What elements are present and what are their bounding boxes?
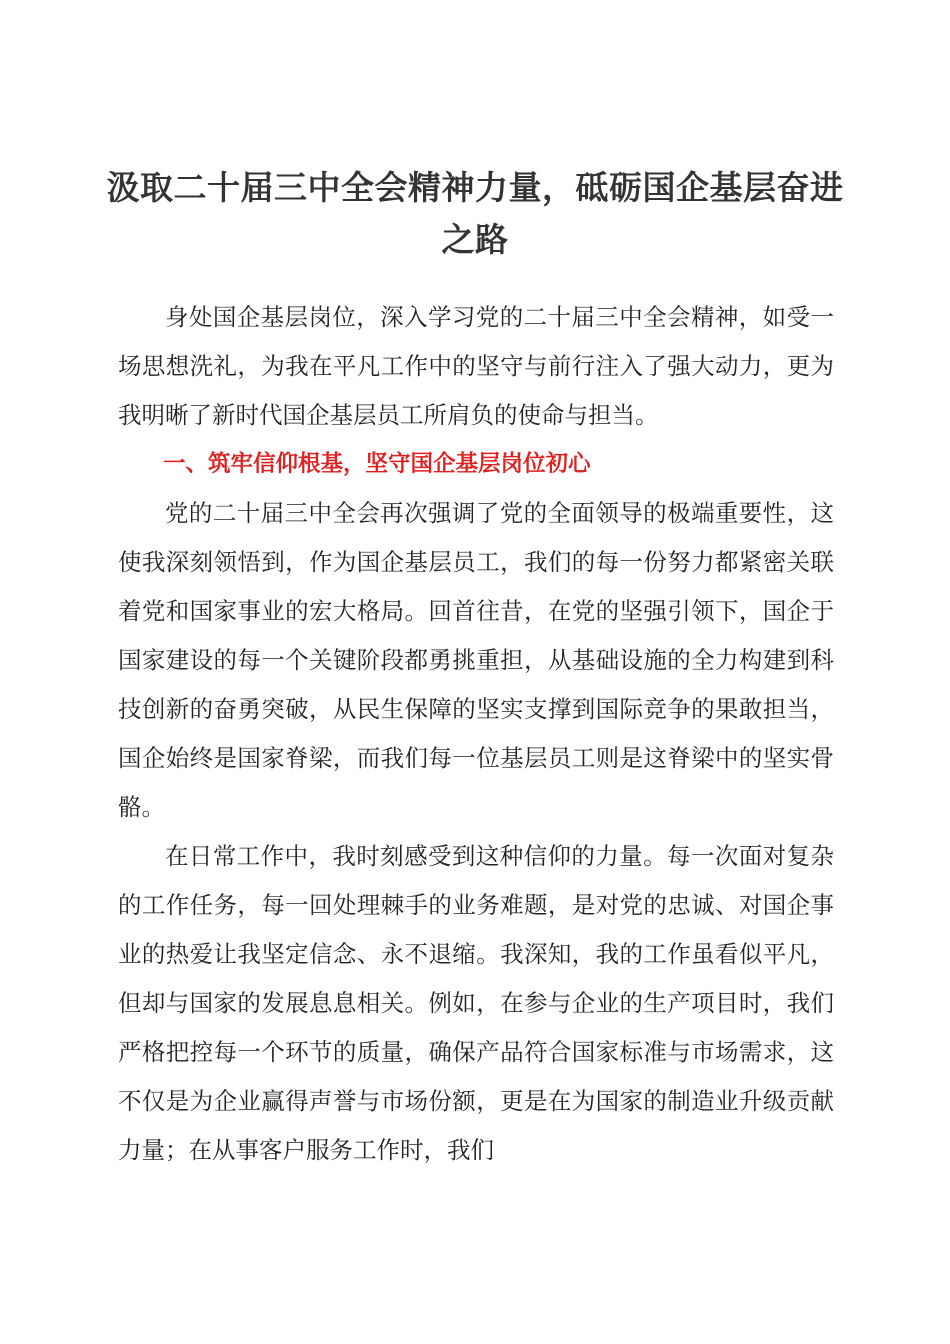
document-title: 汲取二十届三中全会精神力量，砥砺国企基层奋进之路 [106,168,844,259]
section-paragraph-1: 党的二十届三中全会再次强调了党的全面领导的极端重要性，这使我深刻领悟到，作为国企基层员工，我们的每一份努力都紧密关联着党和国家事业的宏大格局。回首往昔，在党的坚强引领下，国企于国家建设的每一个关键阶段都勇挑重担，从基础设施的全力构建到科技创新的奋勇突破，从民生保障的坚实支撑到国际竞争的果敢担当，国企始终是国家脊梁，而我们每一位基层员工则是这脊梁中的坚实骨骼。 [118,499,834,821]
document-body [118,293,834,1175]
section-heading: 一、筑牢信仰根基，坚守国企基层岗位初心 [163,451,591,477]
section-paragraph-2: 在日常工作中，我时刻感受到这种信仰的力量。每一次面对复杂的工作任务，每一回处理棘手的业务难题，是对党的忠诚、对国企事业的热爱让我坚定信念、永不退缩。我深知，我的工作虽看似平凡，但却与国家的发展息息相关。例如，在参与企业的生产项目时，我们严格把控每一个环节的质量，确保产品符合国家标准与市场需求，这不仅是为企业赢得声誉与市场份额，更是在为国家的制造业升级贡献力量；在从事客户服务工作时，我们 [118,842,834,1164]
intro-paragraph: 身处国企基层岗位，深入学习党的二十届三中全会精神，如受一场思想洗礼，为我在平凡工作中的坚守与前行注入了强大动力，更为我明晰了新时代国企基层员工所肩负的使命与担当。 [118,303,834,429]
